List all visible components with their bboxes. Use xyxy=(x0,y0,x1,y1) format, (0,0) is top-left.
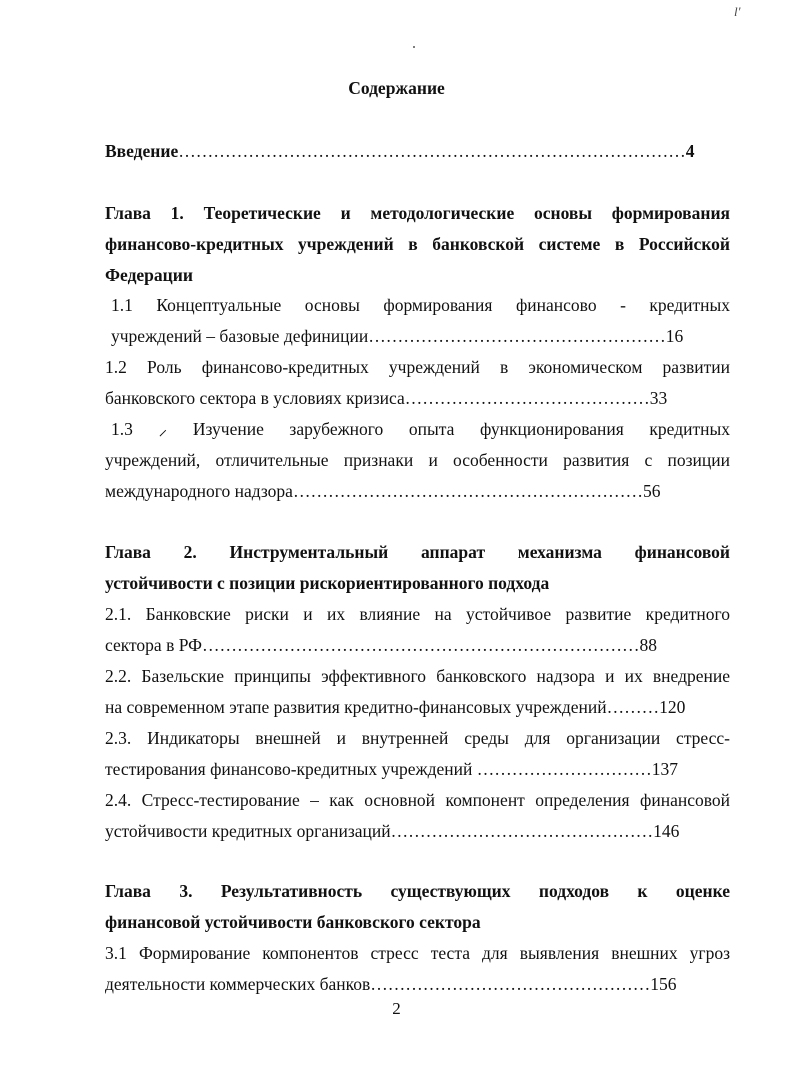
toc-1-3-line2: учреждений, отличительные признаки и особенности развития с позиции xyxy=(105,450,730,470)
toc-2-3-text: тестирования финансово-кредитных учреждений xyxy=(105,759,477,779)
toc-1-3-page: 56 xyxy=(642,481,661,501)
toc-2-4-dots: ……………………………………… xyxy=(390,821,654,841)
toc-2-3-dots: ………………………… xyxy=(476,759,652,779)
toc-1-1-line1: 1.1 Концептуальные основы формирования финансово - кредитных xyxy=(111,295,730,315)
toc-2-2-text: на современном этапе развития кредитно-финансовых учреждений xyxy=(105,697,607,717)
toc-2-2-dots: ……… xyxy=(606,697,660,717)
chapter2-heading-line1: Глава 2. Инструментальный аппарат механизма финансовой xyxy=(105,542,730,562)
chapter1-heading-line3: Федерации xyxy=(105,265,193,285)
toc-intro[interactable] xyxy=(105,136,730,167)
page-mark: l' xyxy=(734,4,741,19)
toc-2-4-line2[interactable] xyxy=(105,816,730,847)
toc-1-3-line3[interactable] xyxy=(105,476,730,507)
toc-2-2-line2[interactable] xyxy=(105,692,730,723)
toc-intro-dots: …………………………………………………………………………… xyxy=(178,141,686,161)
toc-intro-page: 4 xyxy=(685,141,695,161)
toc-2-3-line2[interactable] xyxy=(105,754,730,785)
toc-2-3-line1: 2.3. Индикаторы внешней и внутренней среды для организации стресс- xyxy=(105,728,730,748)
toc-1-2-page: 33 xyxy=(649,388,668,408)
toc-3-1-line1: 3.1 Формирование компонентов стресс теста для выявления внешних угроз xyxy=(105,943,730,963)
toc-1-3-text: международного надзора xyxy=(105,481,293,501)
speck xyxy=(413,46,415,48)
toc-1-3-line1: 1.3 ⸝ Изучение зарубежного опыта функционирования кредитных xyxy=(111,419,730,439)
toc-2-4-text: устойчивости кредитных организаций xyxy=(105,821,391,841)
toc-1-2-line1: 1.2 Роль финансово-кредитных учреждений в экономическом развитии xyxy=(105,357,730,377)
chapter1-heading-line2: финансово-кредитных учреждений в банковской системе в Российской xyxy=(105,234,730,254)
toc-intro-text: Введение xyxy=(105,141,179,161)
page-title: Содержание xyxy=(348,78,445,98)
toc-1-1-line2[interactable] xyxy=(111,321,736,352)
toc-2-1-text: сектора в РФ xyxy=(105,635,202,655)
chapter3-heading-line1: Глава 3. Результативность существующих подходов к оценке xyxy=(105,881,730,901)
toc-1-2-line2[interactable] xyxy=(105,383,730,414)
toc-1-2-dots: …………………………………… xyxy=(404,388,650,408)
toc-3-1-line2[interactable] xyxy=(105,969,730,1000)
toc-2-3-page: 137 xyxy=(651,759,679,779)
toc-2-1-page: 88 xyxy=(639,635,657,655)
toc-1-2-text: банковского сектора в условиях кризиса xyxy=(105,388,405,408)
toc-3-1-text: деятельности коммерческих банков xyxy=(105,974,371,994)
toc-2-1-line1: 2.1. Банковские риски и их влияние на устойчивое развитие кредитного xyxy=(105,604,730,624)
toc-2-2-line1: 2.2. Базельские принципы эффективного банковского надзора и их внедрение xyxy=(105,666,730,686)
page-number: 2 xyxy=(392,999,401,1018)
toc-3-1-dots: ………………………………………… xyxy=(370,974,651,994)
toc-2-1-line2[interactable] xyxy=(105,630,730,661)
chapter1-heading-line1: Глава 1. Теоретические и методологические основы формирования xyxy=(105,203,730,223)
toc-2-4-page: 146 xyxy=(653,821,680,841)
toc-1-1-dots: …………………………………………… xyxy=(368,326,666,346)
toc-1-1-text: учреждений – базовые дефиниции xyxy=(111,326,369,346)
toc-1-1-page: 16 xyxy=(665,326,684,346)
chapter3-heading-line2: финансовой устойчивости банковского сектора xyxy=(105,912,481,932)
chapter2-heading-line2: устойчивости с позиции рискориентированного подхода xyxy=(105,573,550,593)
toc-2-4-line1: 2.4. Стресс-тестирование – как основной компонент определения финансовой xyxy=(105,790,730,810)
toc-1-3-dots: …………………………………………………… xyxy=(292,481,643,501)
toc-2-2-page: 120 xyxy=(659,697,686,717)
toc-2-1-dots: ………………………………………………………………… xyxy=(201,635,640,655)
toc-3-1-page: 156 xyxy=(650,974,677,994)
